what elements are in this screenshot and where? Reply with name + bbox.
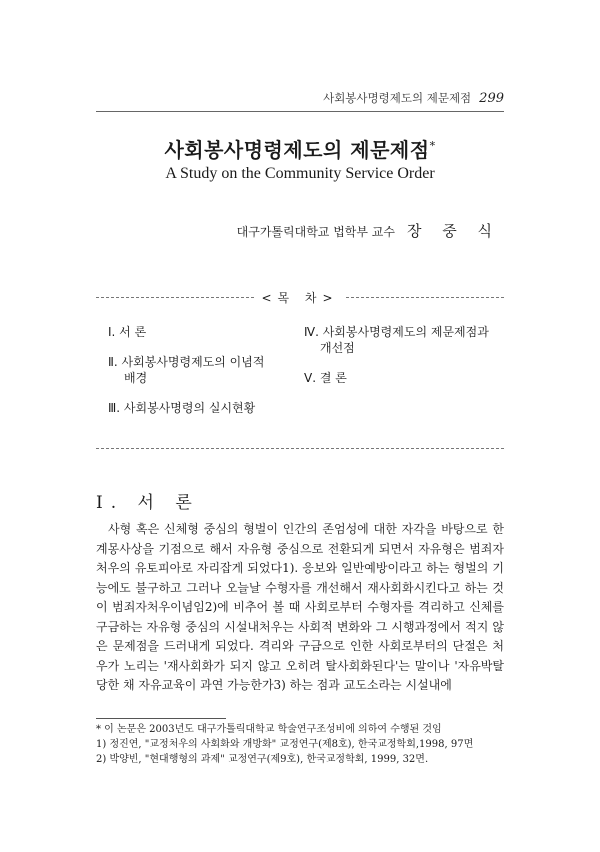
toc-item: Ⅴ. 결 론 (304, 371, 347, 385)
author-name: 장 중 식 (406, 222, 500, 240)
page-number: 299 (479, 91, 504, 106)
footnotes (96, 722, 516, 767)
toc-left-column (108, 324, 288, 430)
toc-right-column (304, 324, 504, 400)
footnote: 2) 박양빈, "현대행형의 과제" 교정연구(제9호), 한국교정학회, 1999, 32면. (96, 754, 429, 765)
paper-subtitle: A Study on the Community Service Order (165, 165, 435, 182)
toc-item: Ⅱ. 사회봉사명령제도의 이념적 배경 (108, 355, 265, 385)
paper-title-text: 사회봉사명령제도의 제문제점 (164, 138, 430, 162)
running-head (323, 90, 504, 106)
body-paragraph: 사형 혹은 신체형 중심의 형벌이 인간의 존엄성에 대한 자각을 바탕으로 한 계몽사상을 기점으로 해서 자유형 중심으로 전환되게 되면서 자유형은 범죄자처우의 유토피아로 자리잡게 되었다1). 응보와 일반예방이라고 하는 형벌의 기능에도 불구하고 그러나 오늘날 수형자를 개선해서 재사회화시킨다고 하는 것이 범죄자처우이념임2)에 비추어 볼 때 사회로부터 수형자를 격리하고 신체를 구금하는 자유형 중심의 시설내처우는 사회적 변화와 그 시행과정에서 적지 않은 문제점을 드러내게 되었다. 격리와 구금으로 인한 사회로부터의 단절은 처우가 노리는 '재사회화가 되지 않고 오히려 탈사회화된다'는 말이나 '자유박탈당한 채 자유교육이 과연 가능한가3) 하는 점과 교도소라는 시설내에 (96, 522, 504, 692)
footnote: 1) 정진연, "교정처우의 사회화와 개방화" 교정연구(제8호), 한국교정학회,1998, 97면 (96, 739, 474, 750)
running-head-text: 사회봉사명령제도의 제문제점 (323, 91, 472, 105)
author-line (237, 220, 500, 241)
body-text (96, 520, 504, 696)
author-affiliation: 대구가톨릭대학교 법학부 교수 (236, 225, 395, 239)
footnote-rule (96, 718, 226, 719)
section-heading: Ⅰ. 서 론 (96, 493, 200, 513)
title-footnote-mark: * (429, 139, 436, 153)
paper-title (0, 134, 600, 163)
footnote: * 이 논문은 2003년도 대구가톨릭대학교 학술연구조성비에 의하여 수행된 것임 (96, 724, 442, 735)
table-of-contents (96, 291, 504, 449)
header-rule (96, 111, 504, 112)
toc-item: Ⅳ. 사회봉사명령제도의 제문제점과 개선점 (304, 325, 489, 355)
toc-item: Ⅰ. 서 론 (108, 325, 147, 339)
toc-item: Ⅲ. 사회봉사명령의 실시현황 (108, 401, 256, 415)
toc-heading: <목 차> (96, 289, 504, 306)
